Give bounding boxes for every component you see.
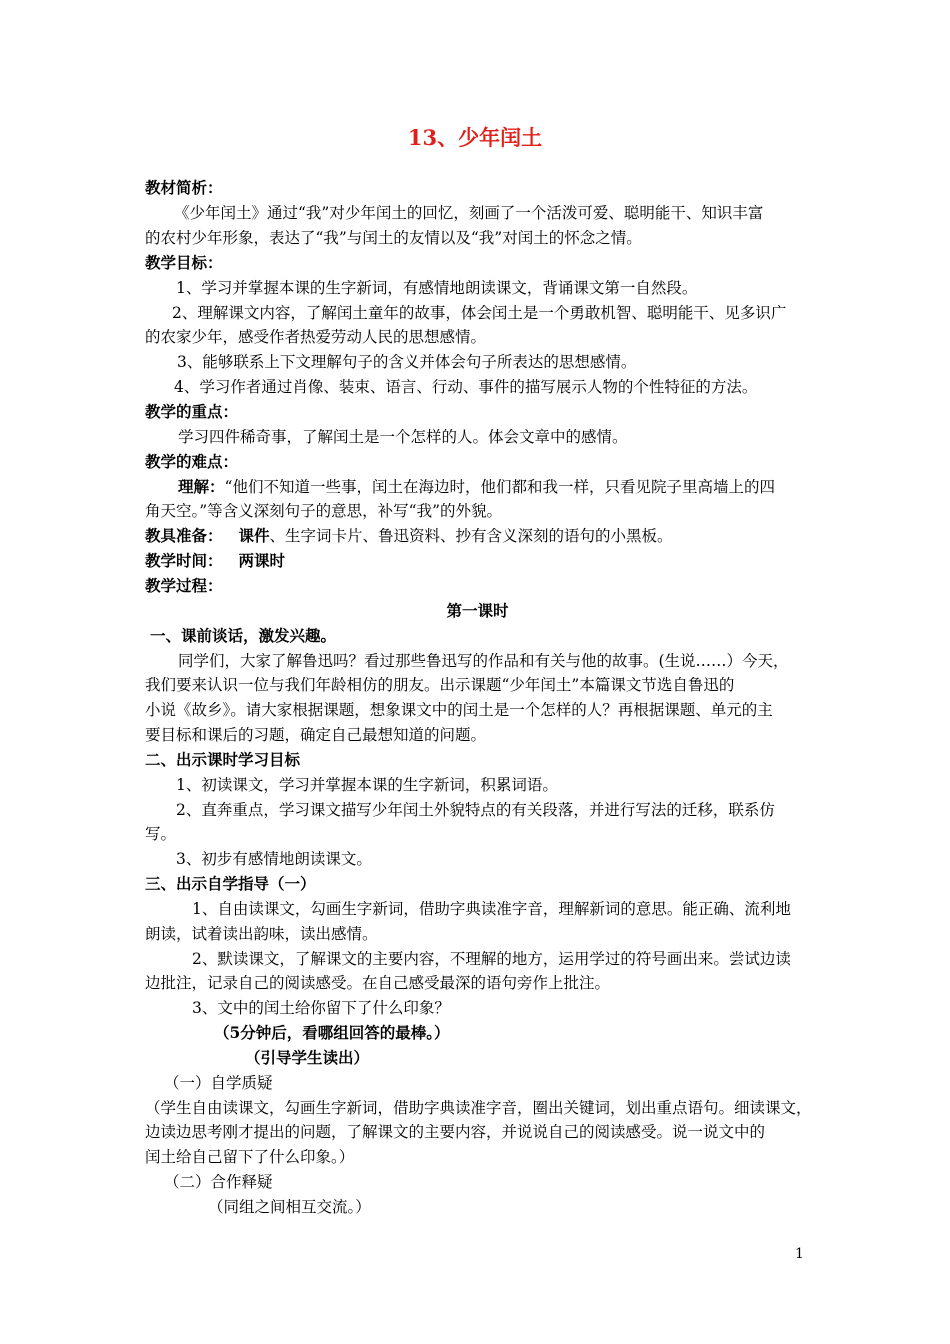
goal-item: 2、理解课文内容，了解闰土童年的故事，体会闰土是一个勇敢机智、聪明能干、见多识广 [172, 304, 787, 322]
goal-item: 2、直奔重点，学习课文描写少年闰土外貌特点的有关段落，并进行写法的迁移，联系仿 [176, 801, 775, 819]
paragraph-line: 小说《故乡》。请大家根据课题，想象课文中的闰土是一个怎样的人？再根据课题、单元的主 [145, 701, 773, 719]
heading-key-points: 教学的重点： [145, 402, 239, 421]
teaching-time-line [145, 550, 810, 572]
paragraph-line: 朗读，试着读出韵味，读出感情。 [145, 925, 378, 943]
goal-item: 4、学习作者通过肖像、装束、语言、行动、事件的描写展示人物的个性特征的方法。 [174, 378, 758, 396]
paragraph-line: 角天空。”等含义深刻句子的意思，补写“我”的外貌。 [145, 502, 503, 520]
paragraph-line: （同组之间相互交流。） [208, 1198, 371, 1216]
paragraph-line: 同学们，大家了解鲁迅吗？看过那些鲁迅写的作品和有关与他的故事。(生说……）今天， [178, 652, 789, 670]
paragraph-line: 边读边思考刚才提出的问题，了解课文的主要内容，并说说自己的阅读感受。说一说文中的 [145, 1123, 766, 1141]
page-number: 1 [795, 1246, 804, 1262]
document-title: 13、少年闰土 [407, 125, 543, 150]
paragraph-line [178, 476, 843, 498]
teaching-time-label: 教学时间： [145, 551, 223, 570]
paragraph-line: 《少年闰土》通过“我”对少年闰土的回忆，刻画了一个活泼可爱、聪明能干、知识丰富 [174, 204, 764, 222]
note-line: （5分钟后，看哪组回答的最棒。） [214, 1023, 450, 1042]
note-line: （引导学生读出） [245, 1048, 370, 1067]
heading-textbook-analysis: 教材简析： [145, 178, 223, 197]
paragraph-line: 的农家少年，感受作者热爱劳动人民的思想感情。 [145, 328, 487, 346]
teaching-aids-label: 教具准备： [145, 526, 223, 545]
teaching-aids-line [145, 525, 810, 547]
paragraph-line: 的农村少年形象，表达了“我”与闰土的友情以及“我”对闰土的怀念之情。 [145, 229, 642, 247]
goal-item: 3、能够联系上下文理解句子的含义并体会句子所表达的思想感情。 [177, 353, 637, 371]
paragraph-line: 写。 [145, 825, 177, 843]
paragraph-line: 学习四件稀奇事，了解闰土是一个怎样的人。体会文章中的感情。 [178, 428, 628, 446]
section-heading: 一、课前谈话，激发兴趣。 [150, 626, 337, 645]
section-heading: 三、出示自学指导（一） [145, 874, 316, 893]
goal-item: 1、初读课文，学习并掌握本课的生字新词，积累词语。 [176, 776, 558, 794]
goal-item: 3、初步有感情地朗读课文。 [176, 850, 372, 868]
heading-teaching-goals: 教学目标： [145, 253, 223, 272]
heading-difficulties: 教学的难点： [145, 452, 239, 471]
quote-text: “他们不知道一些事，闰土在海边时，他们都和我一样，只看见院子里高墙上的四 [224, 478, 775, 496]
subsection-heading: （二）合作释疑 [164, 1173, 273, 1191]
courseware-label: 课件 [238, 526, 270, 545]
paragraph-line: 我们要来认识一位与我们年龄相仿的朋友。出示课题“少年闰土”本篇课文节选自鲁迅的 [145, 676, 735, 694]
paragraph-line: （学生自由读课文，勾画生字新词，借助字典读准字音，圈出关键词，划出重点语句。细读课文， [145, 1099, 812, 1117]
guide-item: 1、自由读课文，勾画生字新词，借助字典读准字音，理解新词的意思。能正确、流利地 [192, 900, 791, 918]
guide-item: 3、文中的闰土给你留下了什么印象？ [192, 999, 450, 1017]
teaching-aids-text: 、生字词卡片、鲁迅资料、抄有含义深刻的语句的小黑板。 [269, 527, 673, 545]
paragraph-line: 闰土给自己留下了什么印象。） [145, 1148, 355, 1166]
understand-label: 理解： [178, 477, 225, 496]
section-heading: 二、出示课时学习目标 [145, 750, 301, 769]
goal-item: 1、学习并掌握本课的生字新词，有感情地朗读课文，背诵课文第一自然段。 [176, 279, 698, 297]
heading-process: 教学过程： [145, 576, 223, 595]
subsection-heading: （一）自学质疑 [164, 1074, 273, 1092]
teaching-time-value: 两课时 [238, 551, 286, 570]
paragraph-line: 边批注，记录自己的阅读感受。在自己感受最深的语句旁作上批注。 [145, 974, 611, 992]
lesson-heading: 第一课时 [446, 601, 509, 620]
guide-item: 2、默读课文，了解课文的主要内容，不理解的地方，运用学过的符号画出来。尝试边读 [192, 950, 791, 968]
paragraph-line: 要目标和课后的习题，确定自己最想知道的问题。 [145, 726, 487, 744]
